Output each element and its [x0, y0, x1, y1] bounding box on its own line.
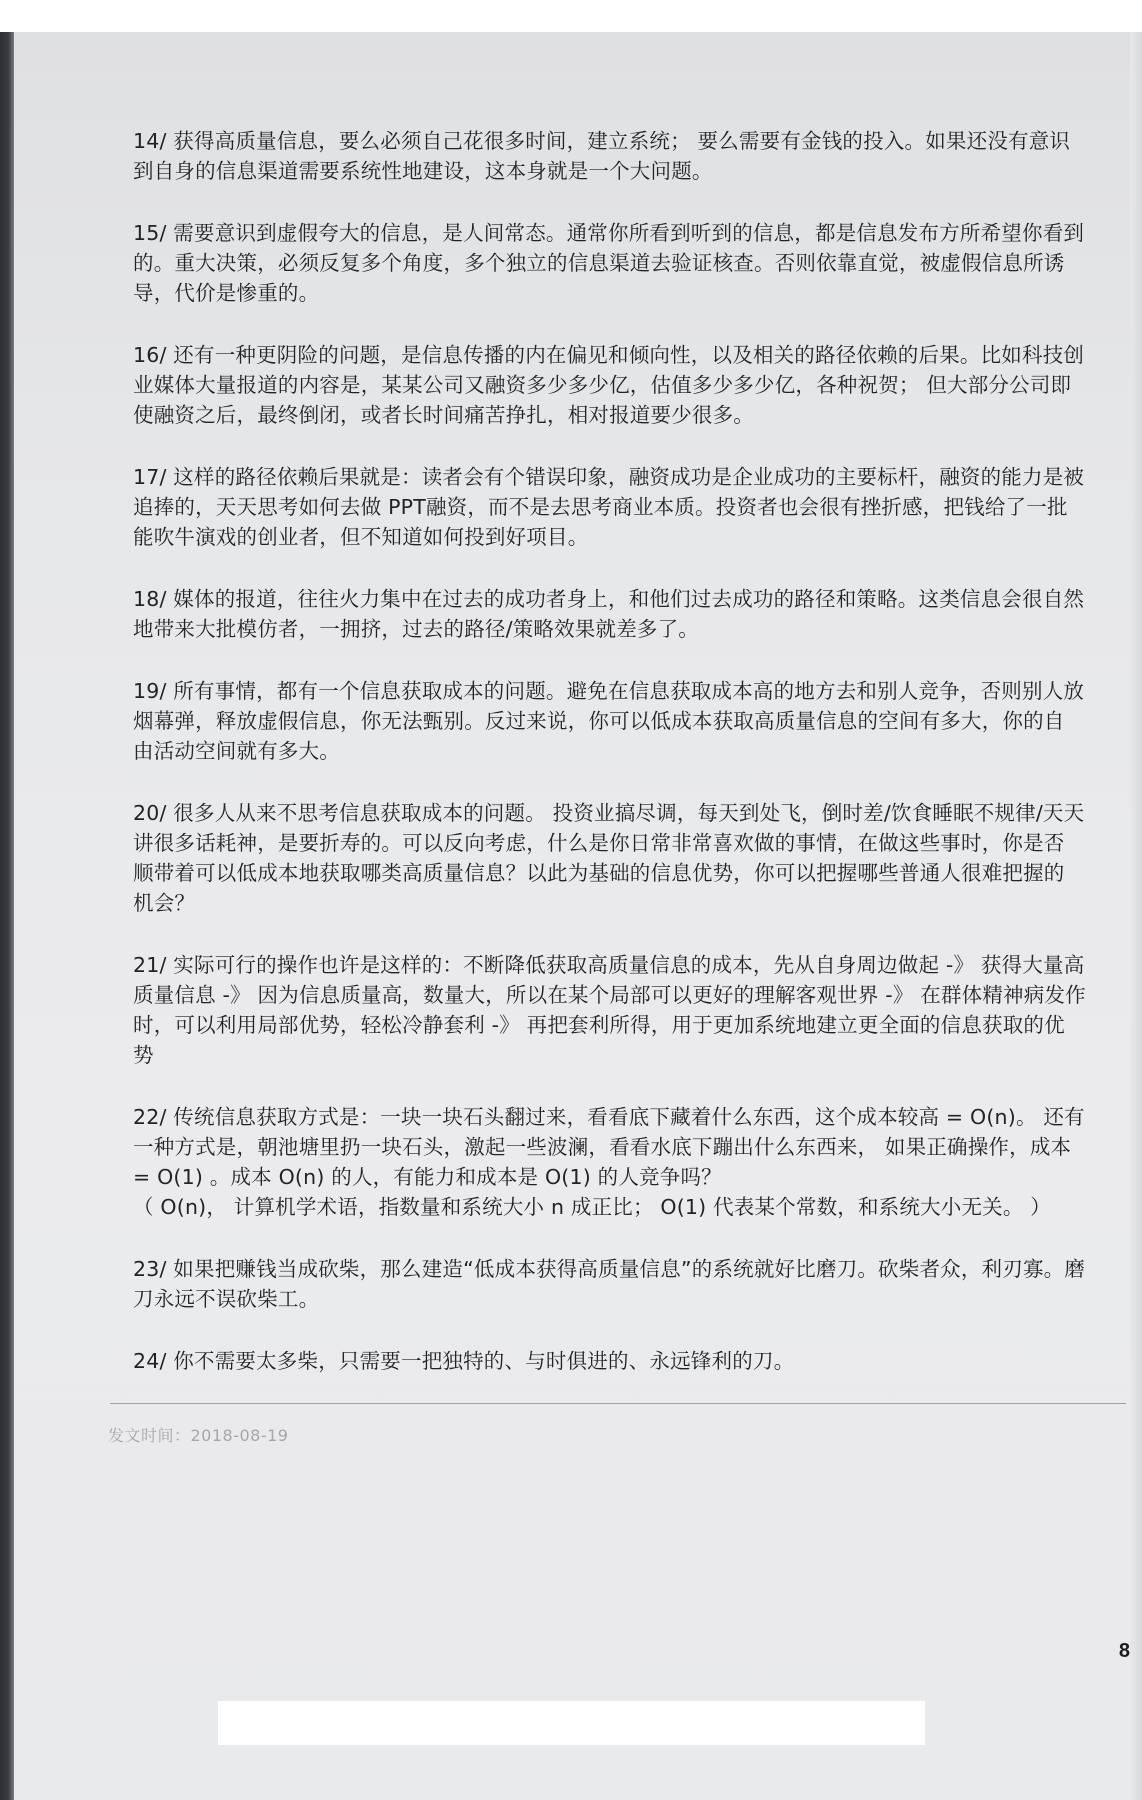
article-body — [133, 126, 1129, 1408]
paragraph — [133, 462, 1129, 552]
paragraph — [133, 1102, 1129, 1222]
paragraph-line: 烟幕弹，释放虚假信息，你无法甄别。反过来说，你可以低成本获取高质量信息的空间有多大，你的自 — [133, 709, 1065, 733]
paragraph-line: 17/ 这样的路径依赖后果就是：读者会有个错误印象，融资成功是企业成功的主要标杆，融资的能力是被 — [133, 465, 1085, 489]
paragraph-line: 刀永远不误砍柴工。 — [133, 1287, 320, 1311]
paragraph — [133, 584, 1129, 644]
page-number: 8 — [1118, 1640, 1130, 1662]
paragraph-line: （ O(n)， 计算机学术语，指数量和系统大小 n 成正比； O(1) 代表某个常数，和系统大小无关。 ） — [133, 1195, 1052, 1219]
paragraph-line: 追捧的，天天思考如何去做 PPT融资，而不是去思考商业本质。投资者也会很有挫折感，把钱给了一批 — [133, 495, 1068, 519]
paragraph — [133, 798, 1129, 918]
paragraph-line: 能吹牛演戏的创业者，但不知道如何投到好项目。 — [133, 525, 589, 549]
paragraph-line: 时，可以利用局部优势，轻松冷静套利 -》 再把套利所得，用于更加系统地建立更全面的信息获取的优 — [133, 1013, 1065, 1037]
paragraph-line: 14/ 获得高质量信息，要么必须自己花很多时间，建立系统； 要么需要有金钱的投入。如果还没有意识 — [133, 129, 1071, 153]
footer-divider — [110, 1403, 1126, 1404]
paragraph-line: 业媒体大量报道的内容是，某某公司又融资多少多少亿，估值多少多少亿，各种祝贺； 但大部分公司即 — [133, 373, 1072, 397]
right-edge-shadow — [1130, 32, 1142, 1800]
paragraph — [133, 1254, 1129, 1314]
paragraph-line: 的。重大决策，必须反复多个角度，多个独立的信息渠道去验证核查。否则依靠直觉，被虚假信息所诱 — [133, 251, 1065, 275]
paragraph-line: 由活动空间就有多大。 — [133, 739, 340, 763]
paragraph-line: 18/ 媒体的报道，往往火力集中在过去的成功者身上，和他们过去成功的路径和策略。这类信息会很自然 — [133, 587, 1085, 611]
paragraph-line: 23/ 如果把赚钱当成砍柴，那么建造“低成本获得高质量信息”的系统就好比磨刀。砍柴者众，利刃寡。磨 — [133, 1257, 1086, 1281]
paragraph-line: 导，代价是惨重的。 — [133, 281, 320, 305]
publish-date: 发文时间：2018-08-19 — [108, 1426, 289, 1445]
paragraph-line: 势 — [133, 1043, 154, 1067]
paragraph-line: 使融资之后，最终倒闭，或者长时间痛苦挣扎，相对报道要少很多。 — [133, 403, 754, 427]
paragraph-line: 一种方式是，朝池塘里扔一块石头，激起一些波澜，看看水底下蹦出什么东西来， 如果正确操作，成本 — [133, 1135, 1072, 1159]
paragraph-line: 22/ 传统信息获取方式是：一块一块石头翻过来，看看底下藏着什么东西，这个成本较高 = O(n)。 还有 — [133, 1105, 1085, 1129]
paragraph-line: 到自身的信息渠道需要系统性地建设，这本身就是一个大问题。 — [133, 159, 713, 183]
paragraph — [133, 218, 1129, 308]
paragraph — [133, 340, 1129, 430]
paragraph-line: 15/ 需要意识到虚假夸大的信息，是人间常态。通常你所看到听到的信息，都是信息发布方所希望你看到 — [133, 221, 1085, 245]
paragraph-line: 19/ 所有事情，都有一个信息获取成本的问题。避免在信息获取成本高的地方去和别人竞争，否则别人放 — [133, 679, 1085, 703]
paragraph-line: 机会？ — [133, 891, 196, 915]
paragraph — [133, 1346, 1129, 1376]
paragraph-line: 质量信息 -》 因为信息质量高，数量大，所以在某个局部可以更好的理解客观世界 -》 在群体精神病发作 — [133, 983, 1086, 1007]
paragraph-line: 20/ 很多人从来不思考信息获取成本的问题。 投资业搞尽调，每天到处飞，倒时差/饮食睡眠不规律/天天 — [133, 801, 1085, 825]
paragraph — [133, 950, 1129, 1070]
left-edge-shadow — [0, 32, 14, 1800]
paragraph-line: = O(1) 。成本 O(n) 的人，有能力和成本是 O(1) 的人竞争吗？ — [133, 1165, 722, 1189]
paragraph-line: 顺带着可以低成本地获取哪类高质量信息？以此为基础的信息优势，你可以把握哪些普通人很难把握的 — [133, 861, 1065, 885]
paragraph-line: 21/ 实际可行的操作也许是这样的：不断降低获取高质量信息的成本，先从自身周边做起 -》 获得大量高 — [133, 953, 1085, 977]
paragraph-line: 地带来大批模仿者，一拥挤，过去的路径/策略效果就差多了。 — [133, 617, 700, 641]
bottom-redaction-bar — [218, 1701, 925, 1745]
paragraph-line: 24/ 你不需要太多柴，只需要一把独特的、与时俱进的、永远锋利的刀。 — [133, 1349, 795, 1373]
paragraph — [133, 126, 1129, 186]
paragraph-line: 16/ 还有一种更阴险的问题，是信息传播的内在偏见和倾向性，以及相关的路径依赖的后果。比如科技创 — [133, 343, 1085, 367]
paragraph-line: 讲很多话耗神，是要折寿的。可以反向考虑，什么是你日常非常喜欢做的事情，在做这些事时，你是否 — [133, 831, 1065, 855]
paragraph — [133, 676, 1129, 766]
top-redaction-bar — [0, 0, 1130, 32]
